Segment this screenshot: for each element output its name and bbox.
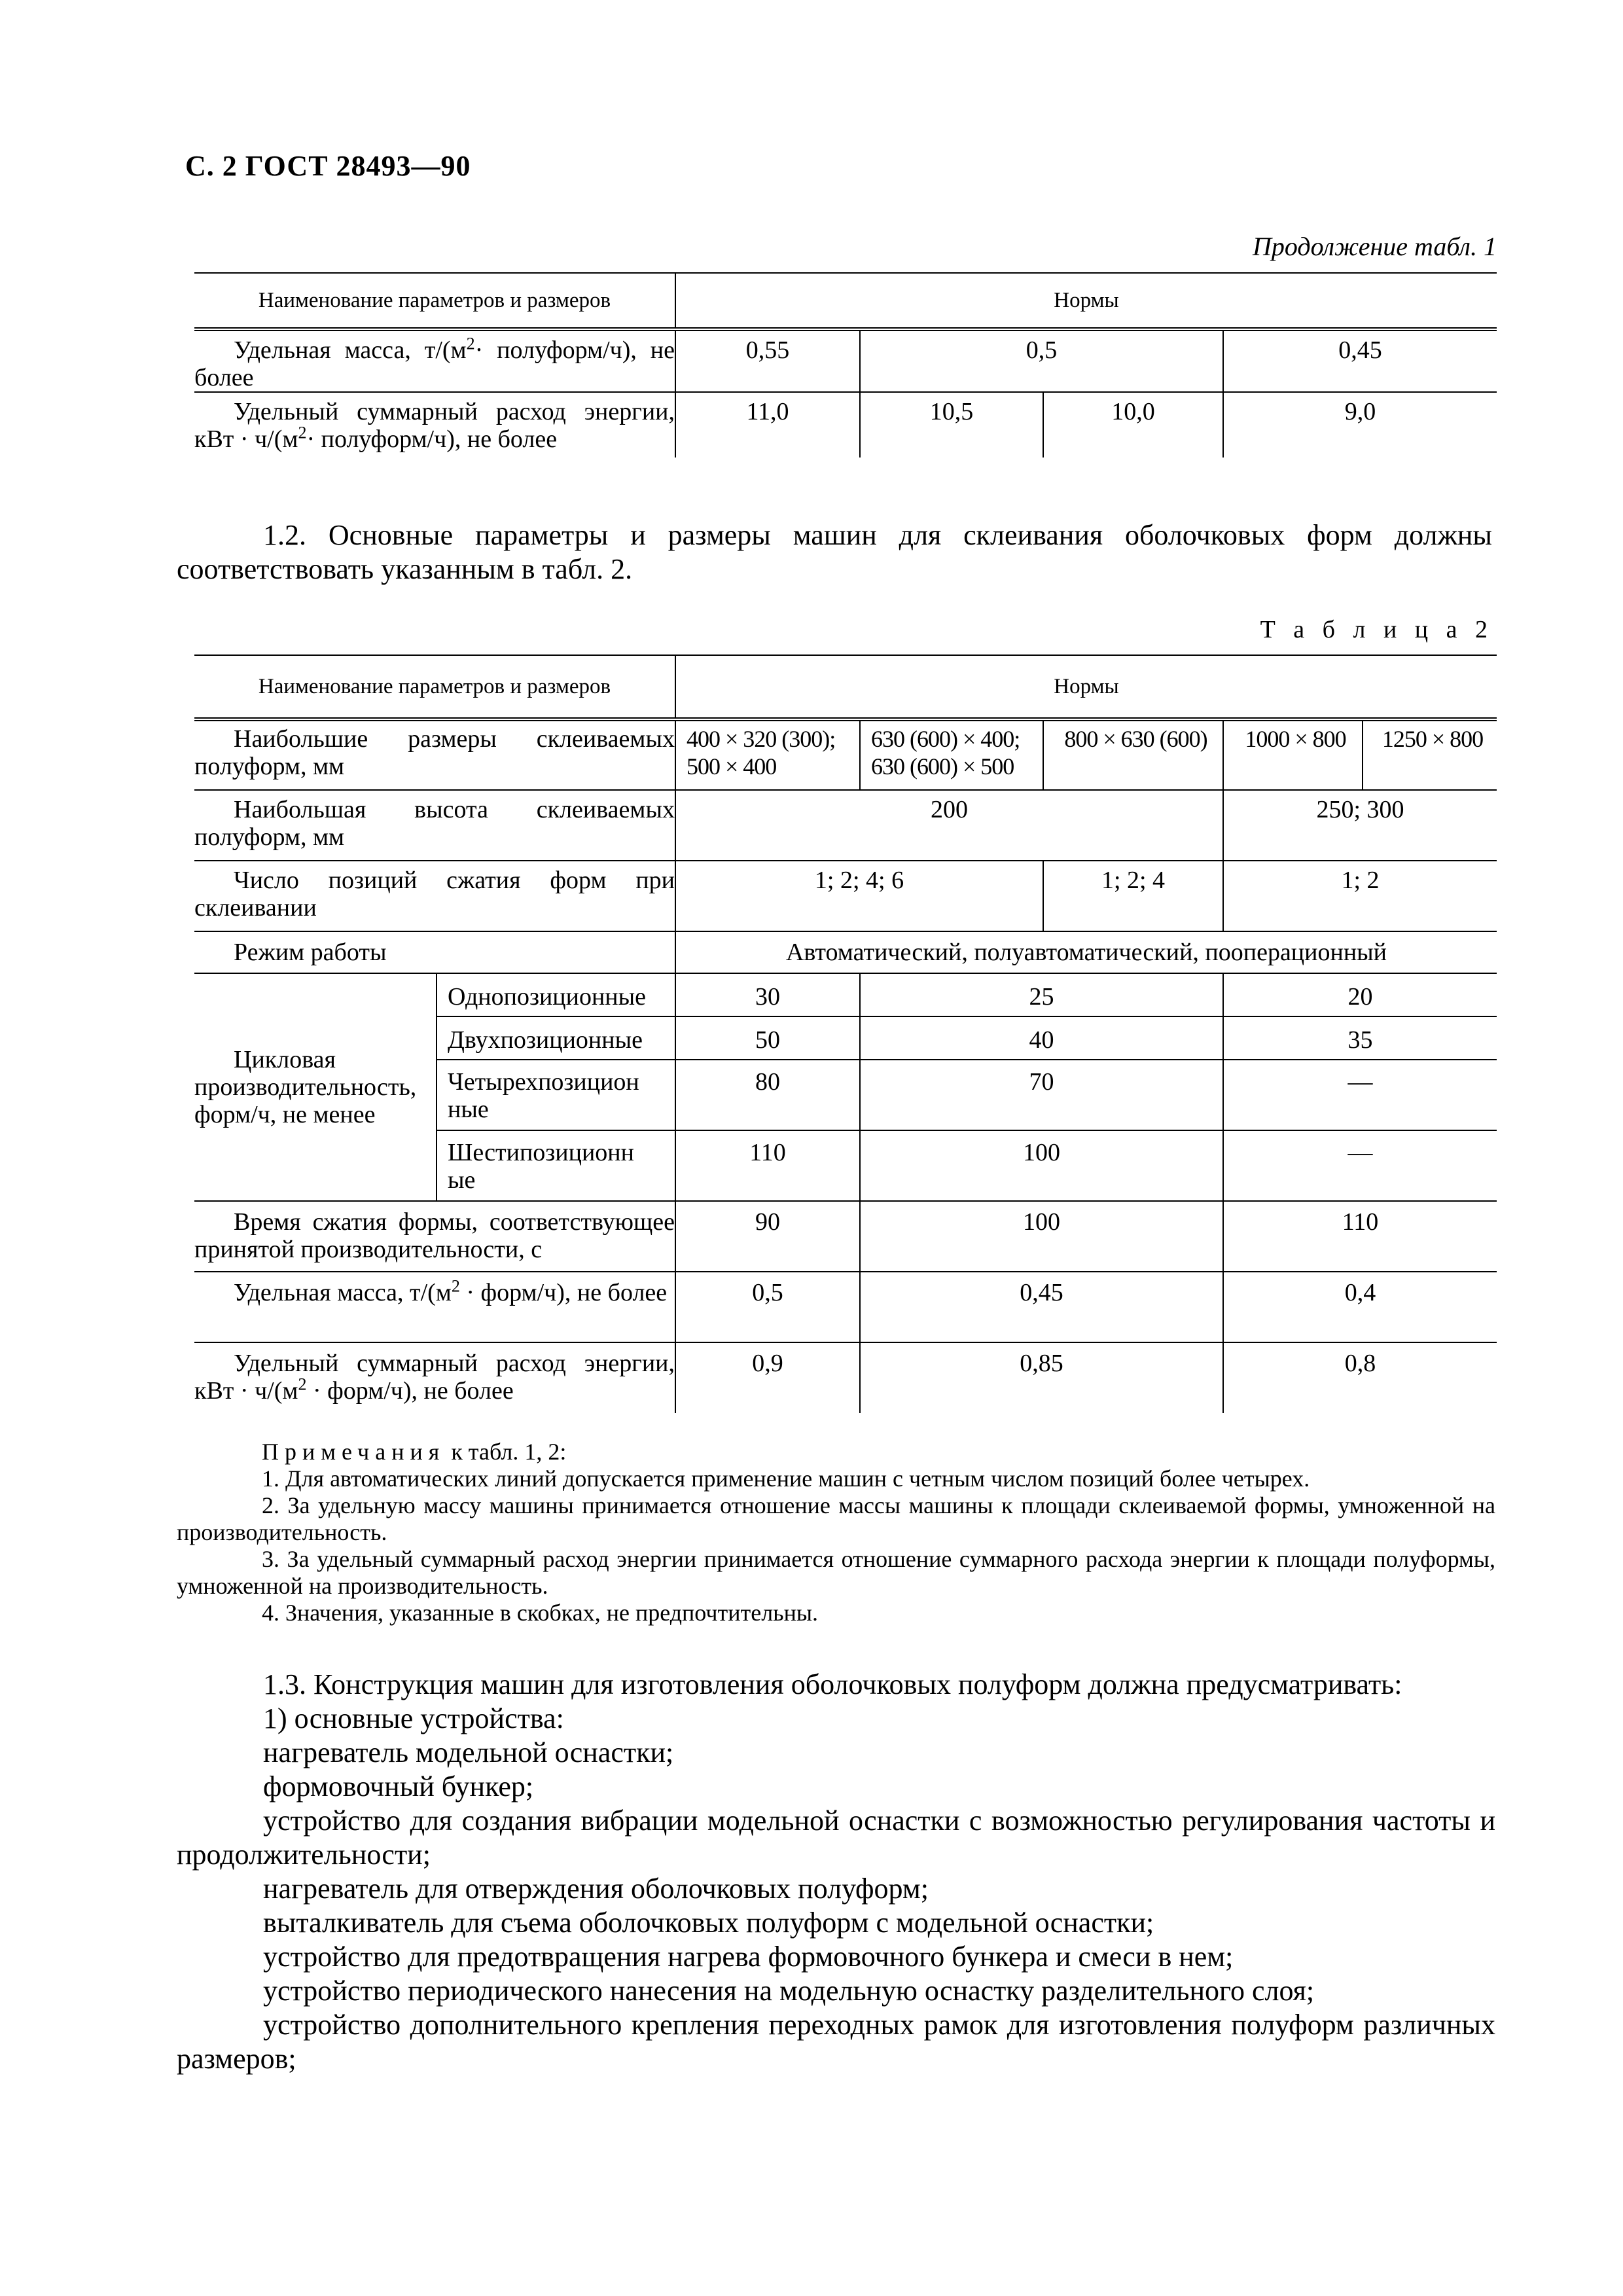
list-item: нагреватель модельной оснастки; (263, 1736, 674, 1768)
value-cell: 0,4 (1223, 1272, 1497, 1342)
section-1-3 (177, 1668, 1495, 2076)
param-specific-energy: Удельный суммарный расход энергии, кВт · $ч/(м^2$ · форм/ч), не более (194, 1350, 675, 1405)
param-cycle-productivity: Цикловая производительность, форм/ч, не менее (194, 1046, 417, 1128)
table-row (194, 392, 1497, 457)
value-cell: 70 (860, 1060, 1223, 1130)
header-norms: Нормы (675, 655, 1497, 719)
cycle-label: Шестипозиционные (437, 1130, 675, 1201)
table-2-label: Т а б л и ц а 2 (1260, 616, 1493, 643)
param-specific-mass: Удельная масса, $т/(м^2$ · форм/ч), не более (234, 1276, 668, 1306)
value-cell: 50 (675, 1016, 860, 1060)
list-item: формовочный бункер; (263, 1770, 534, 1803)
cycle-label: Двухпозиционные (437, 1016, 675, 1060)
note-item: 1. Для автоматических линий допускается применение машин с четным числом позиций более четырех. (262, 1465, 1310, 1492)
header-param: Наименование параметров и размеров (258, 289, 611, 312)
table-row (194, 790, 1497, 861)
value-cell: 25 (860, 973, 1223, 1016)
value-cell: 100 (860, 1130, 1223, 1201)
param-positions: Число позиций сжатия форм при склеивании (194, 867, 675, 922)
table-row (194, 1272, 1497, 1342)
list-item: устройство периодического нанесения на модельную оснастку разделительного слоя; (263, 1975, 1315, 2007)
param-mode: Режим работы (234, 939, 387, 966)
table-row (194, 861, 1497, 931)
list-item: устройство дополнительного крепления переходных рамок для изготовления полуформ различных размеров; (177, 2009, 1495, 2075)
value-cell: 0,85 (860, 1342, 1223, 1413)
value-cell: 200 (675, 790, 1223, 861)
table-row (194, 1342, 1497, 1413)
table-row (194, 719, 1497, 790)
page-title: С. 2 ГОСТ 28493—90 (185, 150, 471, 182)
value-cell: 110 (1223, 1201, 1497, 1272)
cycle-label: Однопозиционные (437, 973, 675, 1016)
note-item: 4. Значения, указанные в скобках, не предпочтительны. (262, 1600, 819, 1626)
value-cell: 35 (1223, 1016, 1497, 1060)
value-cell: 1; 2 (1223, 861, 1497, 931)
param-specific-energy: Удельный суммарный расход энергии, кВт · $ч/(м^2\cdot$ полуформ/ч), не более (194, 398, 675, 453)
cycle-label: Четырехпозиционные (437, 1060, 675, 1130)
header-norms: Нормы (675, 273, 1497, 329)
value-cell: 0,9 (675, 1342, 860, 1413)
notes-block (177, 1439, 1495, 1626)
note-item: 3. За удельный суммарный расход энергии принимается отношение суммарного расхода энергии к площади полуформы, умноженной на производительность. (177, 1546, 1495, 1599)
value-cell: 0,55 (675, 329, 860, 392)
table-row (194, 329, 1497, 392)
value-cell: 9,0 (1223, 392, 1497, 457)
table-header-row (194, 273, 1497, 329)
value-cell: 1; 2; 4; 6 (675, 861, 1043, 931)
list-item: устройство для предотвращения нагрева формовочного бункера и смеси в нем; (263, 1941, 1234, 1973)
section-intro: 1.3. Конструкция машин для изготовления оболочковых полуформ должна предусматривать: (263, 1668, 1402, 1700)
value-cell: 10,5 (860, 392, 1043, 457)
size-cell: 400 × 320 (300); 500 × 400 (675, 719, 860, 790)
param-specific-mass: Удельная масса, $т/(м^2\cdot$ полуформ/ч), не более (194, 334, 675, 391)
size-cell: 1250 × 800 (1363, 719, 1497, 790)
value-cell: 20 (1223, 973, 1497, 1016)
value-cell: 250; 300 (1223, 790, 1497, 861)
value-cell: 80 (675, 1060, 860, 1130)
size-cell: 630 (600) × 400; 630 (600) × 500 (860, 719, 1043, 790)
value-cell: 100 (860, 1201, 1223, 1272)
size-cell: 1000 × 800 (1223, 719, 1363, 790)
param-press-time: Время сжатия формы, соответствующее принятой производительности, с (194, 1208, 675, 1263)
value-cell: 11,0 (675, 392, 860, 457)
value-cell: 0,45 (860, 1272, 1223, 1342)
value-cell: 1; 2; 4 (1043, 861, 1223, 931)
value-cell: 0,5 (675, 1272, 860, 1342)
list-item: устройство для создания вибрации модельной оснастки с возможностью регулирования частоты и продолжительности; (177, 1804, 1495, 1871)
value-cell: — (1223, 1130, 1497, 1201)
value-cell: 40 (860, 1016, 1223, 1060)
value-cell: 0,8 (1223, 1342, 1497, 1413)
value-cell: 90 (675, 1201, 860, 1272)
value-cell: 10,0 (1043, 392, 1223, 457)
notes-title: Примечания к табл. 1, 2: (262, 1439, 567, 1465)
table-row (194, 973, 1497, 1016)
table-1-continuation (194, 272, 1497, 457)
value-cell: — (1223, 1060, 1497, 1130)
list-item: нагреватель для отверждения оболочковых полуформ; (263, 1873, 929, 1905)
section-subheading: 1) основные устройства: (263, 1702, 564, 1734)
size-cell: 800 × 630 (600) (1043, 719, 1223, 790)
table-2 (194, 655, 1497, 1413)
value-cell: 0,45 (1223, 329, 1497, 392)
param-max-sizes: Наибольшие размеры склеиваемых полуформ, мм (194, 725, 675, 780)
value-cell: 30 (675, 973, 860, 1016)
param-max-height: Наибольшая высота склеиваемых полуформ, мм (194, 796, 675, 851)
list-item: выталкиватель для съема оболочковых полуформ с модельной оснастки; (263, 1907, 1154, 1939)
paragraph-1-2: 1.2. Основные параметры и размеры машин для склеивания оболочковых форм должны соответствовать указанным в табл. 2. (177, 519, 1492, 585)
value-cell: Автоматический, полуавтоматический, пооперационный (675, 931, 1497, 973)
table-row (194, 1201, 1497, 1272)
table-continuation-label: Продолжение табл. 1 (1252, 232, 1497, 261)
note-item: 2. За удельную массу машины принимается отношение массы машины к площади склеиваемой формы, умноженной на производительность. (177, 1492, 1495, 1545)
value-cell: 0,5 (860, 329, 1223, 392)
table-header-row (194, 655, 1497, 719)
header-param: Наименование параметров и размеров (258, 675, 611, 698)
value-cell: 110 (675, 1130, 860, 1201)
table-row (194, 931, 1497, 973)
